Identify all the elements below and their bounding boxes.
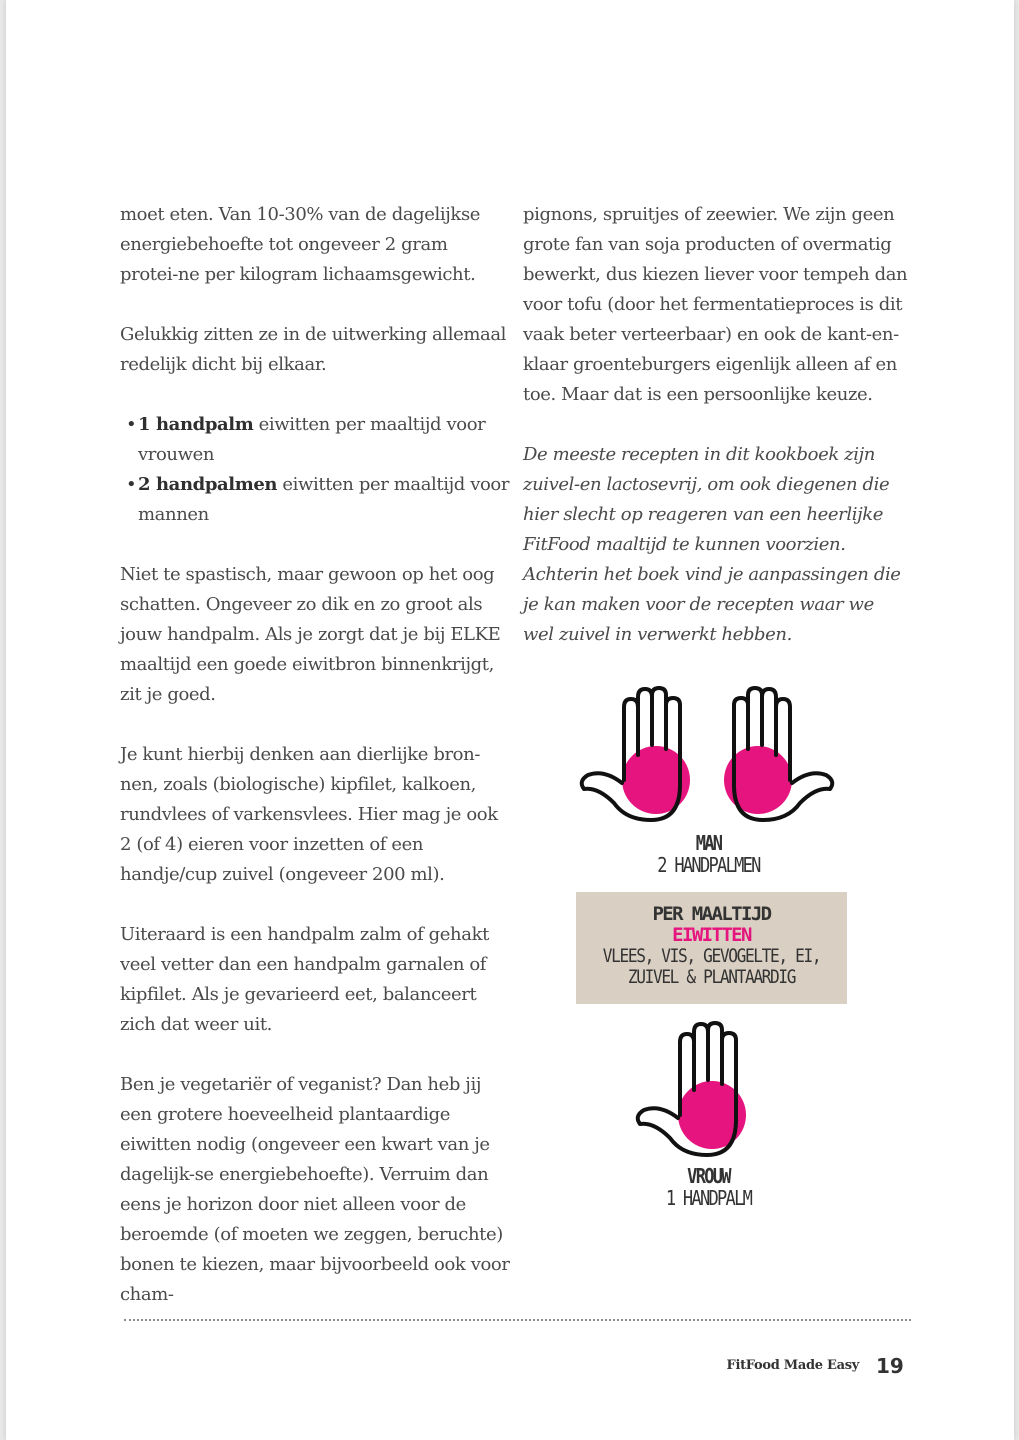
info-box-accent: EIWITTEN — [672, 924, 751, 946]
paragraph: Je kunt hierbij denken aan dierlijke bron-nen, zoals (biologische) kipfilet, kalkoen, rundvlees of varkensvlees. Hier mag je ook 2 (of 4) eieren voor inzetten of een handje/cup zuivel (ongeveer 200 ml). — [120, 744, 498, 885]
paragraph: Uiteraard is een handpalm zalm of gehakt veel vetter dan een handpalm garnalen of kipfilet. Als je gevarieerd eet, balanceert zich dat weer uit. — [120, 924, 489, 1035]
woman-title: VROUW — [687, 1164, 730, 1188]
bullet-bold: 2 handpalmen — [138, 474, 278, 495]
list-item — [120, 410, 510, 470]
woman-subtitle: 1 HANDPALM — [665, 1186, 752, 1210]
info-box-line: VLEES, VIS, GEVOGELTE, EI, — [602, 945, 821, 967]
page-number: 19 — [876, 1354, 904, 1378]
man-subtitle: 2 HANDPALMEN — [657, 853, 760, 877]
right-column — [523, 200, 908, 680]
list-item — [120, 470, 510, 530]
paragraph: moet eten. Van 10-30% van de dagelijkse energiebehoefte tot ongeveer 2 gram protei-ne per kilogram lichaamsgewicht. — [120, 204, 481, 285]
book-page — [6, 0, 1014, 1440]
bullet-list — [120, 410, 510, 530]
paragraph: Niet te spastisch, maar gewoon op het oog schatten. Ongeveer zo dik en zo groot als jouw handpalm. Als je zorgt dat je bij ELKE maaltijd een goede eiwitbron binnenkrijgt, zit je goed. — [120, 564, 501, 705]
info-box — [576, 892, 847, 1004]
paragraph: Gelukkig zitten ze in de uitwerking allemaal redelijk dicht bij elkaar. — [120, 324, 507, 375]
man-label — [621, 832, 795, 876]
info-box-line: ZUIVEL & PLANTAARDIG — [627, 966, 796, 988]
left-column — [120, 200, 510, 1340]
hand-icon — [632, 1020, 762, 1160]
man-hands-icon — [576, 685, 838, 825]
paragraph: pignons, spruitjes of zeewier. We zijn geen grote fan van soja producten of overmatig bewerkt, dus kiezen liever voor tempeh dan voor tofu (door het fermentatieproces is dit vaak beter verteerbaar) en ook de kant-en-klaar groenteburgers eigenlijk alleen af en toe. Maar dat is een persoonlijke keuze. — [523, 204, 908, 405]
dotted-divider — [124, 1319, 911, 1321]
man-title: MAN — [695, 831, 722, 855]
italic-note: De meeste recepten in dit kookboek zijn zuivel-en lactosevrij, om ook diegenen die hier slecht op reageren van een heerlijke FitFood maaltijd te kunnen voorzien. Achterin het boek vind je aanpassingen die je kan maken voor de recepten waar we wel zuivel in verwerkt hebben. — [523, 444, 901, 645]
woman-label — [630, 1165, 787, 1209]
info-box-title: PER MAALTIJD — [652, 903, 771, 925]
bullet-text: eiwitten per maaltijd voor mannen — [138, 474, 510, 525]
footer-book-title: FitFood Made Easy — [726, 1358, 859, 1373]
bullet-bold: 1 handpalm — [138, 414, 254, 435]
bullet-text: eiwitten per maaltijd voor vrouwen — [138, 414, 486, 465]
paragraph: Ben je vegetariër of veganist? Dan heb jij een grotere hoeveelheid plantaardige eiwitten nodig (ongeveer een kwart van je dagelijk-se energiebehoefte). Verruim dan eens je horizon door niet alleen voor de beroemde (of moeten we zeggen, beruchte) bonen te kiezen, maar bijvoorbeeld ook voor cham- — [120, 1074, 510, 1305]
hand-icon — [582, 688, 690, 820]
hand-icon — [724, 688, 832, 820]
